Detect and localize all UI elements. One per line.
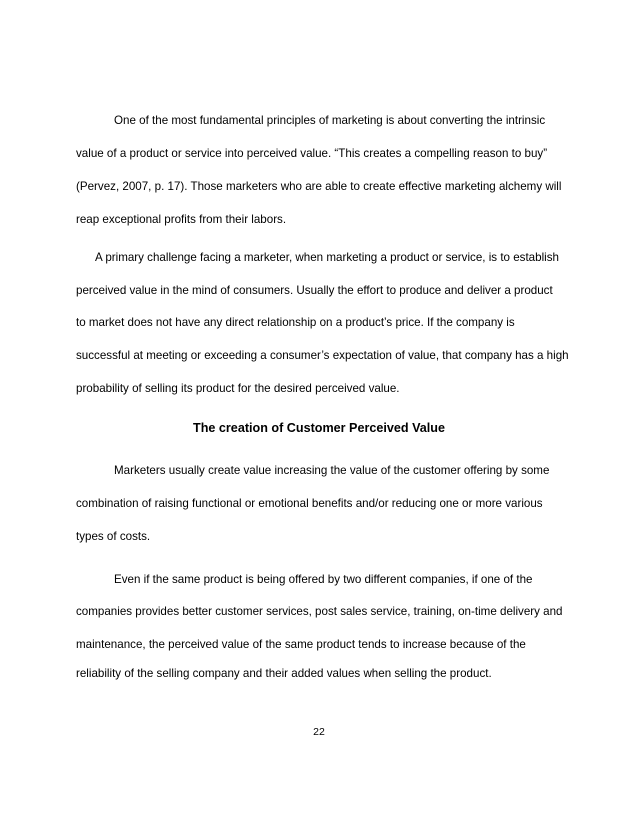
page-number: 22	[313, 726, 325, 738]
paragraph-2-line-3: to market does not have any direct relationship on a product’s price. If the company is	[76, 316, 515, 329]
paragraph-3-line-2: combination of raising functional or emotional benefits and/or reducing one or more various	[76, 497, 543, 510]
paragraph-4-line-4: reliability of the selling company and their added values when selling the product.	[76, 667, 492, 680]
paragraph-4-line-1: Even if the same product is being offered by two different companies, if one of the	[114, 573, 533, 586]
paragraph-3-line-1: Marketers usually create value increasing the value of the customer offering by some	[114, 464, 550, 477]
paragraph-1-line-2: value of a product or service into perceived value. “This creates a compelling reason to buy”	[76, 147, 548, 160]
paragraph-2-line-1: A primary challenge facing a marketer, when marketing a product or service, is to establish	[95, 251, 559, 264]
paragraph-3-line-3: types of costs.	[76, 530, 151, 543]
paragraph-1-line-1: One of the most fundamental principles of marketing is about converting the intrinsic	[114, 114, 546, 127]
paragraph-1-line-3: (Pervez, 2007, p. 17). Those marketers who are able to create effective marketing alchemy will	[76, 180, 562, 193]
section-heading: The creation of Customer Perceived Value	[193, 421, 445, 435]
paragraph-2-line-5: probability of selling its product for the desired perceived value.	[76, 382, 400, 395]
paragraph-4-line-3: maintenance, the perceived value of the same product tends to increase because of the	[76, 638, 526, 651]
paragraph-1-line-4: reap exceptional profits from their labors.	[76, 213, 287, 226]
paragraph-2-line-2: perceived value in the mind of consumers. Usually the effort to produce and deliver a product	[76, 284, 553, 297]
paragraph-2-line-4: successful at meeting or exceeding a consumer’s expectation of value, that company has a high	[76, 349, 569, 362]
paragraph-4-line-2: companies provides better customer services, post sales service, training, on-time delivery and	[76, 605, 563, 618]
